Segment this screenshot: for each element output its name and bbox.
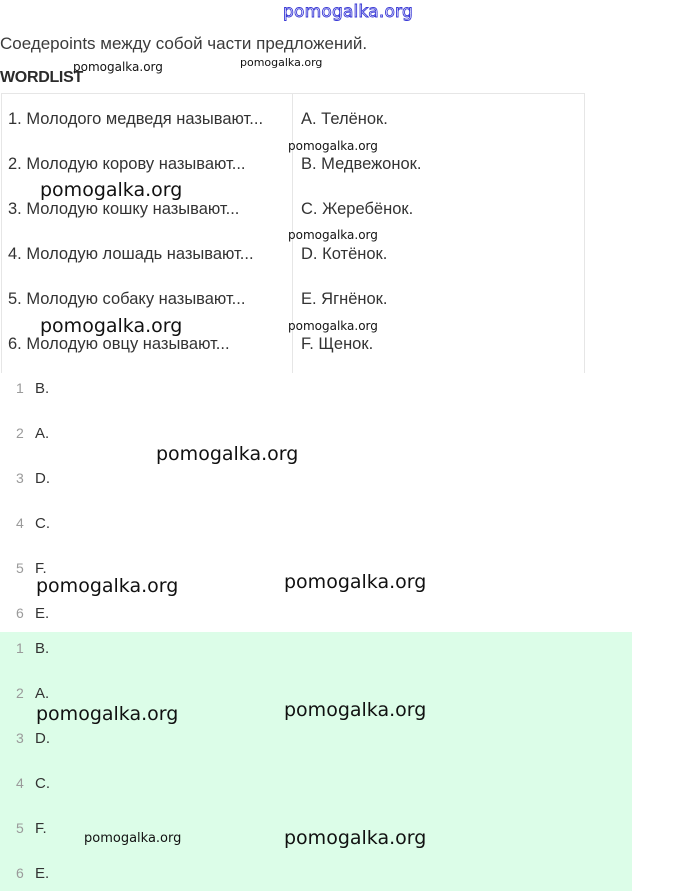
answer-number: 5	[16, 820, 24, 836]
answer-letter: D.	[35, 730, 50, 747]
answer-number: 6	[16, 865, 24, 881]
watermark: pomogalka.org	[84, 831, 182, 846]
option-a: A. Телёнок.	[301, 110, 388, 128]
watermark: pomogalka.org	[288, 228, 378, 242]
watermark: pomogalka.org	[73, 60, 163, 74]
answer-number: 2	[16, 685, 24, 701]
option-d: D. Котёнок.	[301, 245, 388, 263]
watermark: pomogalka.org	[284, 571, 427, 593]
question-4: 4. Молодую лошадь называют...	[8, 245, 254, 263]
answer-letter: E.	[35, 605, 50, 622]
answer-letter: C.	[35, 515, 50, 532]
answer-letter: D.	[35, 470, 50, 487]
question-3: 3. Молодую кошку называют...	[8, 200, 240, 218]
wordlist-label: WORDLIST	[0, 69, 83, 86]
site-link[interactable]: pomogalka.org	[283, 2, 413, 22]
question-6: 6. Молодую овцу называют...	[8, 335, 230, 353]
watermark: pomogalka.org	[288, 319, 378, 333]
question-5: 5. Молодую собаку называют...	[8, 290, 246, 308]
watermark: pomogalka.org	[284, 699, 427, 721]
answer-number: 1	[16, 640, 24, 656]
answer-number: 1	[16, 380, 24, 396]
option-e: E. Ягнёнок.	[301, 290, 388, 308]
answer-number: 2	[16, 425, 24, 441]
answer-letter: C.	[35, 775, 50, 792]
watermark: pomogalka.org	[36, 703, 179, 725]
answer-number: 4	[16, 775, 24, 791]
watermark: pomogalka.org	[156, 443, 299, 465]
question-1: 1. Молодого медведя называют...	[8, 110, 264, 128]
option-c: C. Жеребёнок.	[301, 200, 414, 218]
answer-number: 6	[16, 605, 24, 621]
answer-number: 3	[16, 730, 24, 746]
watermark: pomogalka.org	[40, 315, 183, 337]
answer-number: 3	[16, 470, 24, 486]
watermark: pomogalka.org	[36, 575, 179, 597]
answer-letter: E.	[35, 865, 50, 882]
answer-number: 4	[16, 515, 24, 531]
option-f: F. Щенок.	[301, 335, 374, 353]
answer-letter: B.	[35, 640, 50, 657]
question-2: 2. Молодую корову называют...	[8, 155, 246, 173]
watermark: pomogalka.org	[40, 179, 183, 201]
answer-letter: B.	[35, 380, 50, 397]
answer-letter: F.	[35, 560, 47, 577]
watermark: pomogalka.org	[288, 139, 378, 153]
watermark: pomogalka.org	[284, 827, 427, 849]
watermark: pomogalka.org	[240, 56, 323, 69]
answer-number: 5	[16, 560, 24, 576]
answer-letter: F.	[35, 820, 47, 837]
answer-letter: A.	[35, 425, 50, 442]
option-b: B. Медвежонок.	[301, 155, 422, 173]
correct-answers	[0, 632, 632, 891]
answer-letter: A.	[35, 685, 50, 702]
instruction-text: Соедеpoints между собой части предложений.	[0, 34, 368, 53]
